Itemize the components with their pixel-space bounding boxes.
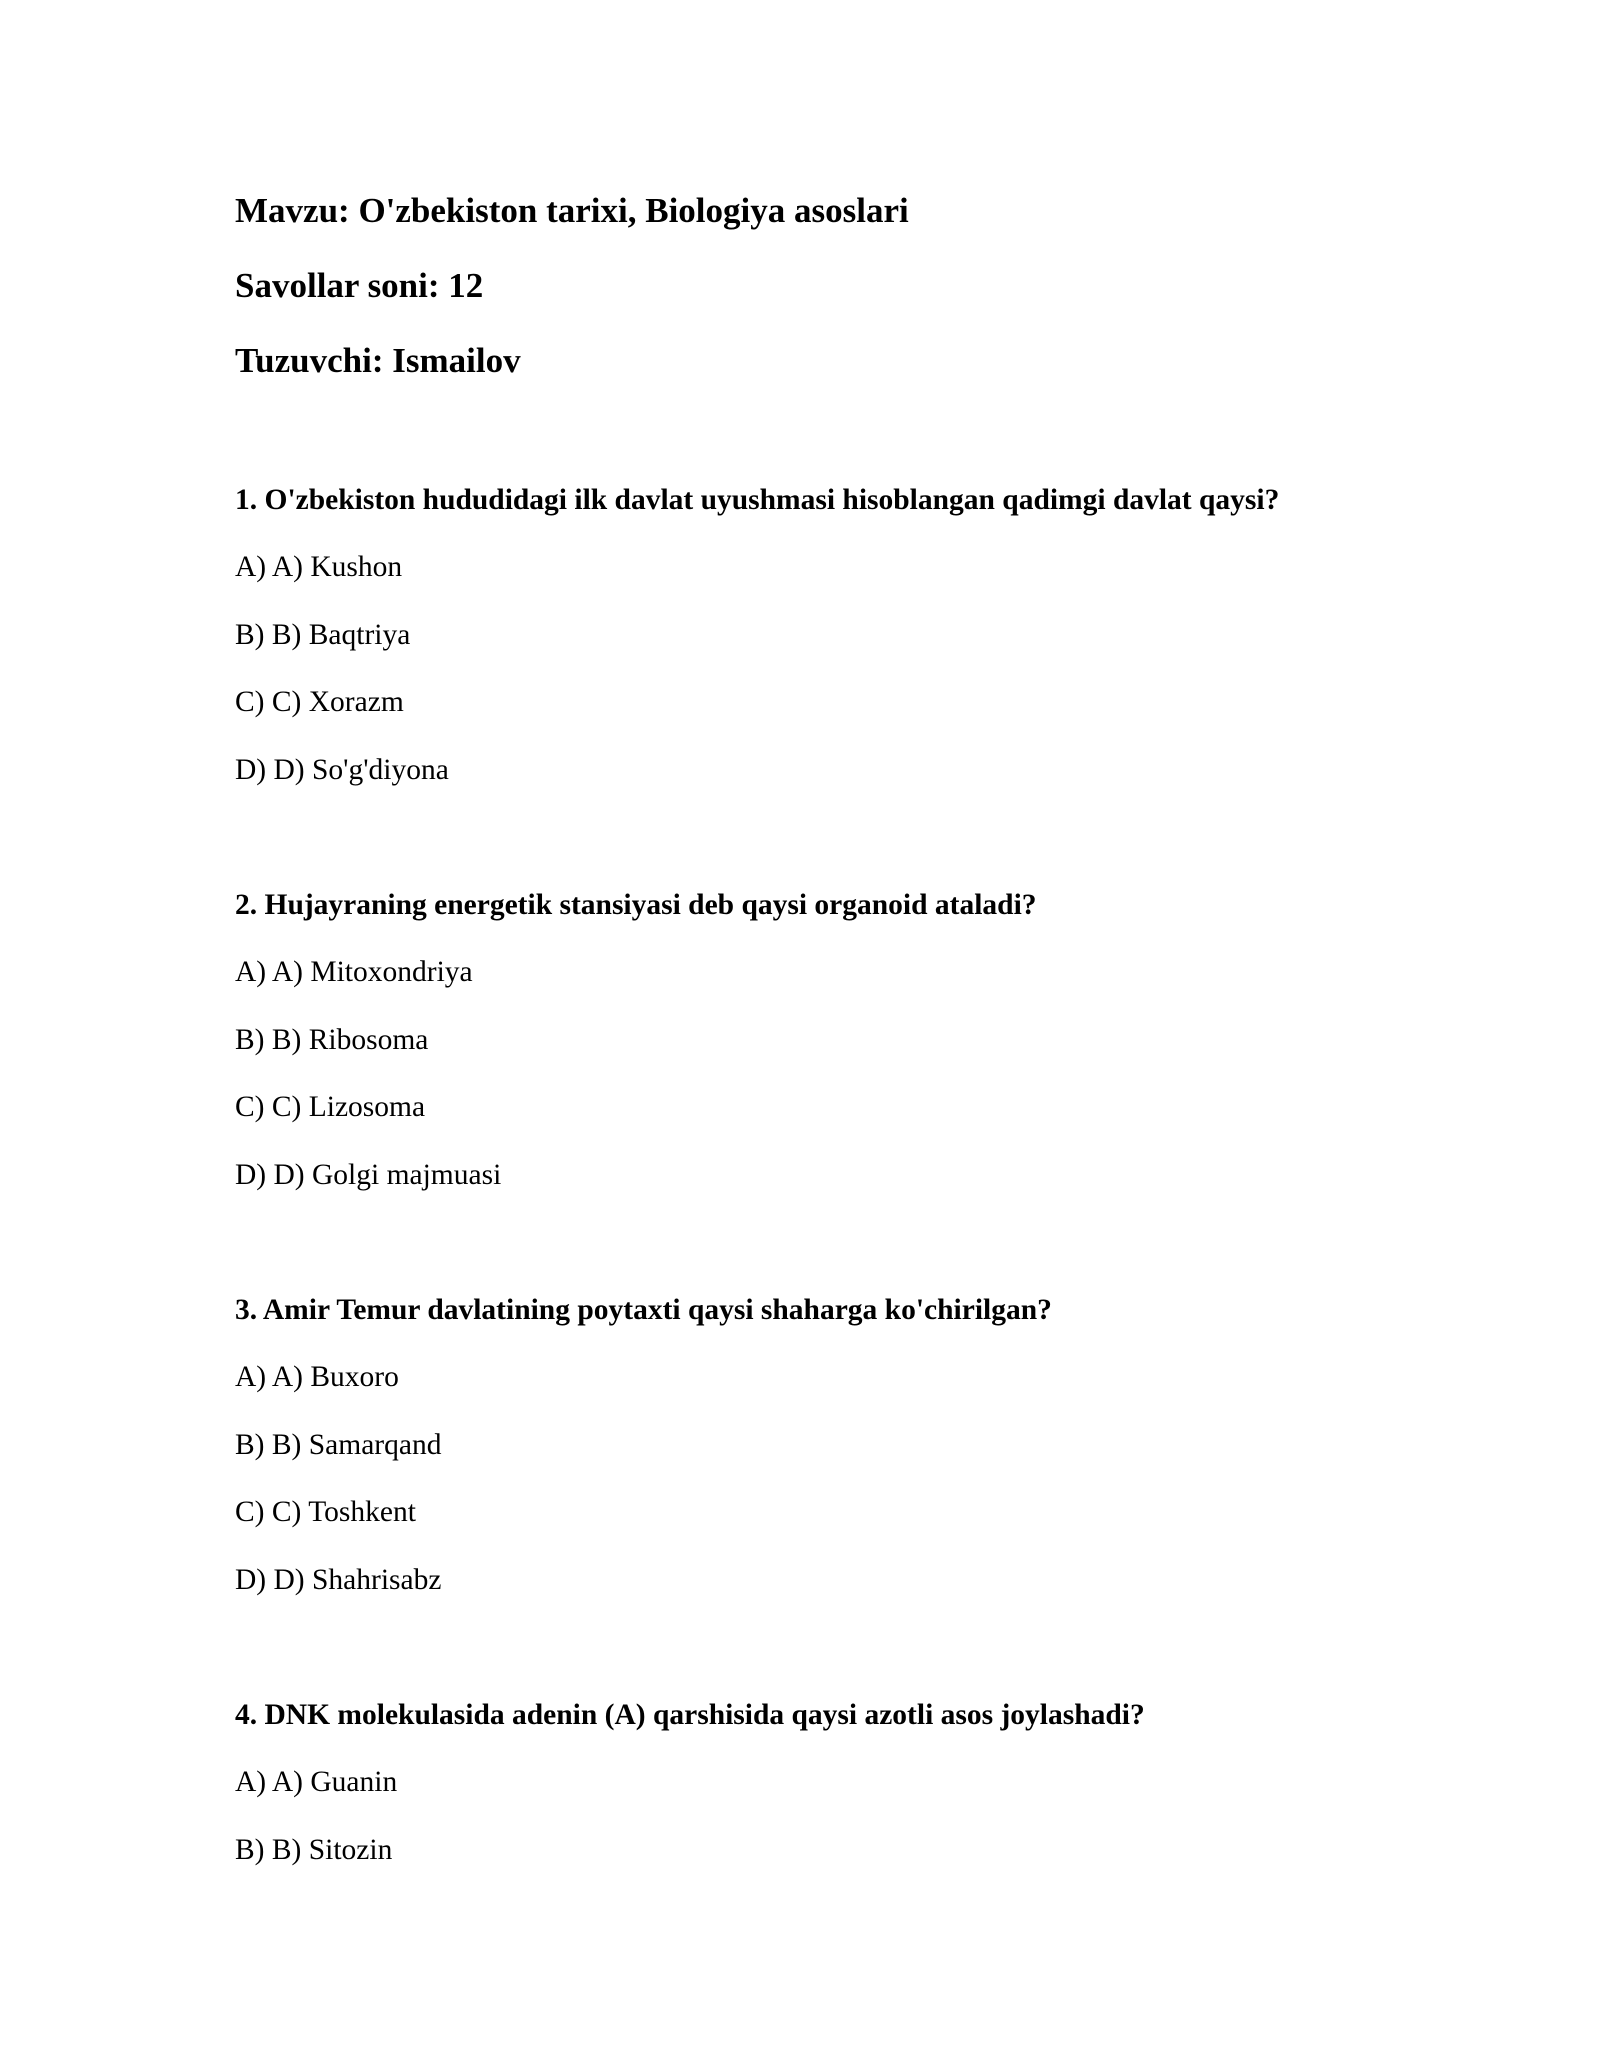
- question-count-heading: Savollar soni: 12: [235, 266, 484, 305]
- option-b: B) B) Baqtriya: [235, 619, 411, 651]
- option-a: A) A) Mitoxondriya: [235, 956, 473, 988]
- question-text: 2. Hujayraning energetik stansiyasi deb qaysi organoid ataladi?: [235, 889, 1037, 921]
- option-a: A) A) Guanin: [235, 1766, 398, 1798]
- option-a: A) A) Kushon: [235, 551, 403, 583]
- option-b: B) B) Ribosoma: [235, 1024, 429, 1056]
- question-text: 1. O'zbekiston hududidagi ilk davlat uyushmasi hisoblangan qadimgi davlat qaysi?: [235, 484, 1280, 516]
- option-b: B) B) Samarqand: [235, 1429, 442, 1461]
- option-d: D) D) So'g'diyona: [235, 754, 449, 786]
- topic-heading: Mavzu: O'zbekiston tarixi, Biologiya asoslari: [235, 191, 909, 230]
- option-d: D) D) Shahrisabz: [235, 1564, 442, 1596]
- question-text: 3. Amir Temur davlatining poytaxti qaysi shaharga ko'chirilgan?: [235, 1294, 1052, 1326]
- option-c: C) C) Lizosoma: [235, 1091, 426, 1123]
- question-text: 4. DNK molekulasida adenin (A) qarshisida qaysi azotli asos joylashadi?: [235, 1699, 1145, 1731]
- option-b: B) B) Sitozin: [235, 1834, 393, 1866]
- option-a: A) A) Buxoro: [235, 1361, 399, 1393]
- option-c: C) C) Toshkent: [235, 1496, 416, 1528]
- option-c: C) C) Xorazm: [235, 686, 404, 718]
- option-d: D) D) Golgi majmuasi: [235, 1159, 502, 1191]
- author-heading: Tuzuvchi: Ismailov: [235, 341, 521, 380]
